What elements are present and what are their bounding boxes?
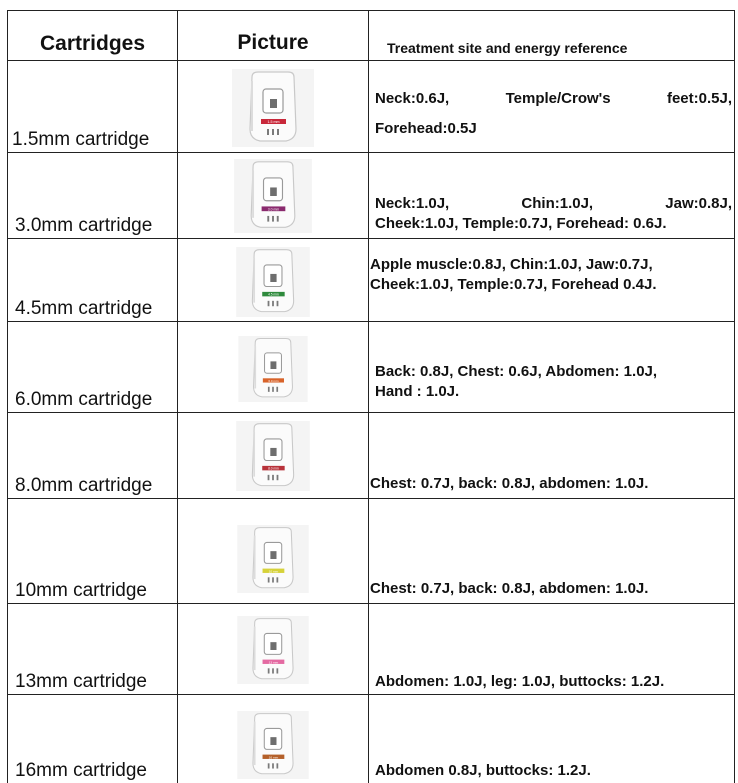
reference-text: Neck:0.6J,: [375, 90, 450, 107]
cartridge-drawing: [237, 525, 308, 593]
cartridge-picture-cell: [178, 61, 369, 153]
cartridge-drawing: [236, 421, 310, 491]
reference-line: [375, 214, 732, 234]
reference-line: [375, 382, 732, 402]
cartridge-image: [232, 421, 314, 491]
reference-line: [375, 670, 732, 694]
cartridge-vent: [268, 577, 270, 582]
cartridge-drawing: [234, 159, 312, 233]
cartridge-vent: [272, 301, 274, 306]
reference-text: Cheek:1.0J, Temple:0.7J, Forehead 0.4J.: [370, 276, 657, 293]
reference-line: [375, 117, 732, 141]
reference-line: [370, 275, 732, 295]
cartridge-window-slot: [270, 448, 276, 456]
energy-reference: [369, 499, 735, 604]
table-row: [8, 413, 735, 499]
cartridge-vent: [268, 475, 270, 480]
cartridge-window-slot: [270, 642, 276, 650]
energy-reference: [369, 322, 735, 413]
cartridge-vent: [276, 387, 278, 392]
cartridge-drawing: [238, 336, 307, 402]
cartridge-name: 4.5mm cartridge: [8, 239, 178, 322]
cartridge-name: 16mm cartridge: [8, 695, 178, 783]
cartridge-band-label: 10 mm: [268, 569, 279, 574]
cartridge-vent: [277, 129, 279, 135]
cartridge-image: [233, 711, 313, 779]
cartridge-band-label: 13 mm: [268, 660, 279, 665]
cartridge-name: 10mm cartridge: [8, 499, 178, 604]
reference-text: Cheek:1.0J, Temple:0.7J, Forehead: 0.6J.: [375, 215, 667, 232]
reference-text: feet:0.5J,: [666, 90, 732, 107]
cartridge-vent: [268, 301, 270, 306]
cartridge-vent: [276, 763, 278, 768]
cartridge-band-label: 1.5 mm: [267, 120, 280, 125]
reference-text: Abdomen 0.8J, buttocks: 1.2J.: [375, 761, 591, 779]
header-cartridges: Cartridges: [8, 11, 178, 61]
cartridge-name: 13mm cartridge: [8, 604, 178, 695]
energy-reference: [369, 604, 735, 695]
cartridge-vent: [268, 763, 270, 768]
cartridge-window-slot: [270, 274, 276, 282]
cartridge-vent: [277, 301, 279, 306]
cartridge-vent: [277, 216, 279, 222]
cartridge-vent: [272, 129, 274, 135]
cartridge-vent: [276, 668, 278, 673]
table-row: [8, 499, 735, 604]
cartridge-image: [234, 336, 312, 402]
cartridge-band-label: 8.0 mm: [268, 466, 279, 471]
cartridge-drawing: [236, 247, 310, 317]
cartridge-vent: [272, 387, 274, 392]
cartridge-window-slot: [270, 551, 276, 559]
reference-text: Chest: 0.7J, back: 0.8J, abdomen: 1.0J.: [370, 475, 649, 492]
cartridge-reference-sheet: [7, 10, 734, 782]
cartridge-band-label: 4.5 mm: [268, 292, 279, 297]
reference-text: Back: 0.8J, Chest: 0.6J, Abdomen: 1.0J,: [375, 363, 658, 380]
reference-text: Forehead:0.5J: [375, 120, 477, 137]
table-row: [8, 695, 735, 783]
cartridge-picture-cell: [178, 695, 369, 783]
cartridge-vent: [268, 668, 270, 673]
reference-text: Apple muscle:0.8J, Chin:1.0J, Jaw:0.7J,: [370, 256, 653, 273]
cartridge-name: 6.0mm cartridge: [8, 322, 178, 413]
table-row: [8, 322, 735, 413]
cartridge-band-label: 3.0 mm: [267, 207, 280, 212]
reference-line: [375, 759, 732, 783]
cartridge-band-label: 6.0 mm: [268, 378, 279, 383]
reference-text: Neck:1.0J,: [375, 195, 450, 212]
header-treatment-reference: Treatment site and energy reference: [369, 11, 735, 61]
reference-text: Jaw:0.8J,: [665, 195, 732, 212]
cartridge-image: [233, 525, 313, 593]
cartridge-band-label: 16 mm: [268, 755, 279, 760]
cartridge-vent: [267, 129, 269, 135]
cartridge-vent: [276, 577, 278, 582]
reference-line: [370, 255, 732, 275]
table-row: [8, 604, 735, 695]
cartridge-image: [233, 616, 313, 684]
cartridge-table: [7, 10, 735, 783]
cartridge-drawing: [232, 69, 314, 147]
cartridge-image: [230, 159, 316, 233]
energy-reference: [369, 61, 735, 153]
cartridge-vent: [272, 577, 274, 582]
reference-line: [375, 87, 732, 111]
reference-text: Abdomen: 1.0J, leg: 1.0J, buttocks: 1.2J.: [375, 673, 665, 690]
cartridge-picture-cell: [178, 239, 369, 322]
cartridge-window-slot: [270, 187, 277, 196]
cartridge-picture-cell: [178, 604, 369, 695]
reference-line: [375, 194, 732, 214]
reference-line: [370, 472, 732, 496]
cartridge-name: 8.0mm cartridge: [8, 413, 178, 499]
table-header-row: [8, 11, 735, 61]
cartridge-vent: [272, 216, 274, 222]
energy-reference: [369, 413, 735, 499]
cartridge-window-slot: [270, 737, 276, 745]
cartridge-vent: [272, 763, 274, 768]
cartridge-window-slot: [270, 361, 276, 369]
cartridge-picture-cell: [178, 413, 369, 499]
cartridge-vent: [272, 475, 274, 480]
reference-text: Hand : 1.0J.: [375, 383, 460, 400]
table-row: [8, 239, 735, 322]
cartridge-drawing: [237, 711, 308, 779]
cartridge-picture-cell: [178, 499, 369, 604]
reference-text: Chin:1.0J,: [521, 195, 594, 212]
energy-reference: [369, 239, 735, 322]
cartridge-name: 3.0mm cartridge: [8, 153, 178, 239]
cartridge-picture-cell: [178, 322, 369, 413]
cartridge-image: [228, 69, 318, 147]
header-picture: Picture: [178, 11, 369, 61]
table-row: [8, 61, 735, 153]
cartridge-drawing: [237, 616, 308, 684]
energy-reference: [369, 695, 735, 783]
cartridge-image: [232, 247, 314, 317]
energy-reference: [369, 153, 735, 239]
cartridge-vent: [272, 668, 274, 673]
reference-line: [375, 362, 732, 382]
cartridge-window-slot: [270, 99, 277, 108]
cartridge-vent: [277, 475, 279, 480]
cartridge-picture-cell: [178, 153, 369, 239]
reference-text: Chest: 0.7J, back: 0.8J, abdomen: 1.0J.: [370, 580, 649, 597]
reference-text: Temple/Crow's: [505, 90, 611, 107]
table-row: [8, 153, 735, 239]
cartridge-vent: [267, 216, 269, 222]
cartridge-vent: [268, 387, 270, 392]
reference-line: [370, 577, 732, 601]
cartridge-name: 1.5mm cartridge: [8, 61, 178, 153]
